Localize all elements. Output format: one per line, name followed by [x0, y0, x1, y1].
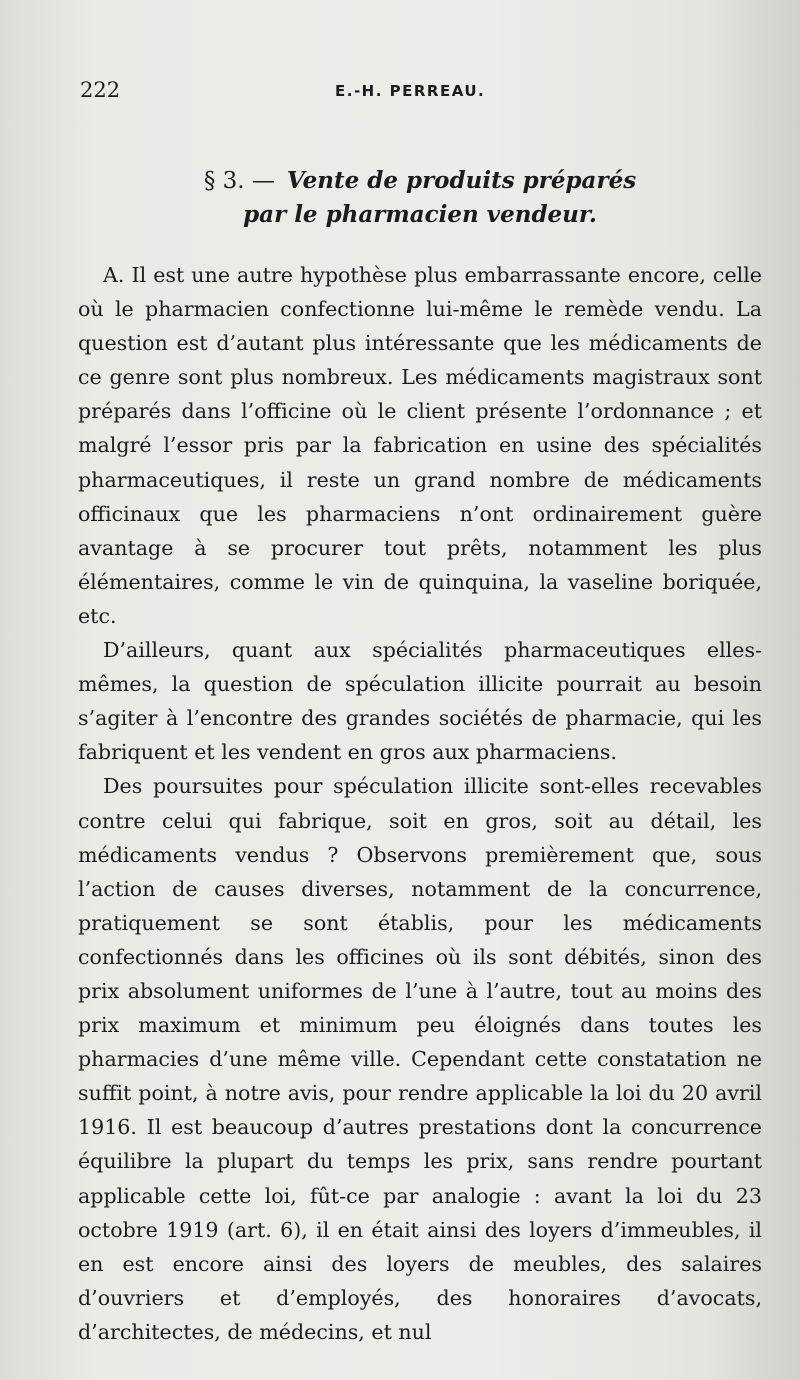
paragraph: Des poursuites pour spéculation illicite sont-elles recevables contre celui qui fabrique, soit en gros, soit au détail, les médicaments vendus ? Observons premièrement que, sous l’action de causes diverses, notamment de la concurrence, pratiquement se sont établis, pour les médicaments confectionnés dans les officines où ils sont débités, sinon des prix absolument uniformes de l’une à l’autre, tout au moins des prix maximum et minimum peu éloignés dans toutes les pharmacies d’une même ville. Cependant cette constatation ne suffit point, à notre avis, pour rendre applicable la loi du 20 avril 1916. Il est beaucoup d’autres prestations dont la concurrence équilibre la plupart du temps les prix, sans rendre pourtant applicable cette loi, fût-ce par analogie : avant la loi du 23 octobre 1919 (art. 6), il en était ainsi des loyers d’immeubles, il en est encore ainsi des loyers de meubles, des salaires d’ouvriers et d’employés, des honoraires d’avocats, d’architectes, de médecins, et nul	[78, 774, 762, 1344]
section-heading-line-1	[80, 164, 760, 198]
section-title-line-2: par le pharmacien vendeur.	[243, 201, 597, 228]
running-head: E.-H. PERREAU.	[335, 82, 486, 100]
section-heading	[80, 164, 760, 231]
page-number: 222	[80, 78, 121, 102]
section-title-line-1: Vente de produits préparés	[286, 167, 637, 194]
paragraph: D’ailleurs, quant aux spécialités pharmaceutiques elles-mêmes, la question de spéculation illicite pourrait au besoin s’agiter à l’encontre des grandes sociétés de pharmacie, qui les fabriquent et les vendent en gros aux pharmaciens.	[78, 638, 762, 765]
body-text	[78, 258, 762, 1349]
paragraph: A. Il est une autre hypothèse plus embarrassante encore, celle où le pharmacien confectionne lui-même le remède vendu. La question est d’autant plus intéressante que les médicaments de ce genre sont plus nombreux. Les médicaments magistraux sont préparés dans l’officine où le client présente l’ordonnance ; et malgré l’essor pris par la fabrication en usine des spécialités pharmaceutiques, il reste un grand nombre de médicaments officinaux que les pharmaciens n’ont ordinairement guère avantage à se procurer tout prêts, notamment les plus élémentaires, comme le vin de quinquina, la vaseline boriquée, etc.	[78, 263, 762, 628]
section-number: § 3. —	[203, 168, 275, 194]
page-header	[80, 78, 760, 108]
